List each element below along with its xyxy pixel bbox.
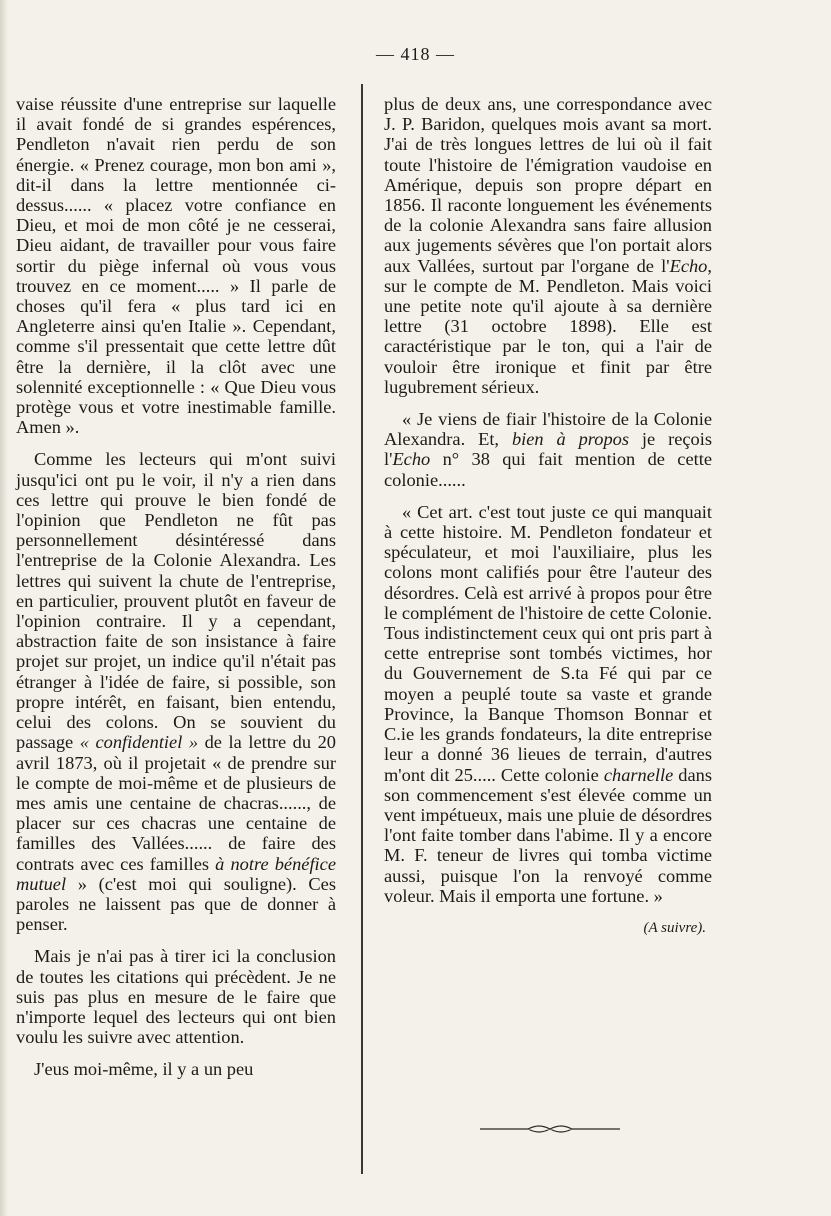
emphasis-text: Echo — [669, 255, 708, 276]
left-column — [16, 94, 336, 1092]
left-paragraph-2 — [16, 449, 336, 934]
emphasis-text: à notre bénéfice mutuel — [16, 853, 336, 894]
text-run: « Cet art. c'est tout juste ce qui manquait à cette histoire. M. Pendleton fondateur et spéculateur, et moi l'auxiliaire, plus les colons mont califiés pour être l'auteur des désordres. Celà est arrivé à propos pour être le complément de l'histoire de cette Colonie. Tous indistinctement ceux qui ont pris part à cette entreprise sont tombés victimes, hor du Gouvernement de S.ta Fé qui par ce moyen a peuplé toute sa vaste et grande Province, la Banque Thomson Bonnar et C.ie les grands fondateurs, la dite entreprise leur a donné 36 lieues de terrain, d'autres m'ont dit 25..... Cette colonie — [384, 501, 712, 785]
right-column — [384, 94, 712, 938]
right-paragraph-2 — [384, 409, 712, 490]
text-run: plus de deux ans, une correspondance avec J. P. Baridon, quelques mois avant sa mort. J'ai de très longues lettres de lui où il fait toute l'histoire de l'émigration vaudoise en Amérique, depuis son propre départ en 1856. Il raconte longuement les événements de la colonie Alexandra sans faire allusion aux jugements sévères que l'on portait alors aux Vallées, surtout par l'organe de l' — [384, 94, 712, 276]
text-run: dans son commencement s'est élevée comme un vent impétueux, mais une pluie de désordres l'ont faite tomber dans l'abime. Il y a encore M. F. teneur de livres qui tomba victime aussi, puisque l'on la renvoyé comme voleur. Mais il emporta une fortune. » — [384, 764, 713, 906]
text-run: de la lettre du 20 avril 1873, où il projetait « de prendre sur le compte de moi-même et de plusieurs de mes amis une centaine de chacras......, de placer sur ces chacras une centaine de familles des Vallées...... de faire des contrats avec ces familles — [16, 732, 336, 874]
emphasis-text: charnelle — [603, 764, 674, 785]
text-run: n° 38 qui fait mention de cette colonie...... — [384, 449, 712, 490]
text-run: Comme les lecteurs qui m'ont suivi jusqu'ici ont pu le voir, il n'y a rien dans ces lettre qui prouve le bien fondé de l'opinion que Pendleton ne fût pas personnellement désintéressé dans l'entreprise de la Colonie Alexandra. Les lettres qui suivent la chute de l'entreprise, en particulier, prouvent plutôt en faveur de l'opinion contraire. Il y a cependant, abstraction faite de son insistance à faire projet sur projet, un indice qu'il n'était pas étranger à l'idée de faire, si possible, son propre intérêt, en faisant, bien entendu, celui des colons. On se souvient du passage — [16, 449, 336, 753]
left-paragraph-4: J'eus moi-même, il y a un peu — [34, 1059, 254, 1080]
text-run: , sur le compte de M. Pendleton. Mais voici une petite note qu'il ajoute à sa dernière lettre (31 octobre 1898). Elle est caractéristique par le ton, qui a l'air de vouloir être ironique et finit par être lugubrement sérieux. — [384, 255, 712, 397]
page-edge-shadow — [0, 0, 8, 1216]
emphasis-text: Echo — [392, 449, 431, 470]
left-paragraph-1: vaise réussite d'une entreprise sur laquelle il avait fondé de si grandes espérences, Pendleton n'avait rien perdu de son énergie. « Prenez courage, mon bon ami », dit-il dans la lettre mentionnée ci-dessus...... « placez votre confiance en Dieu, et moi de mon côté je ne cesserai, Dieu aidant, de travailler pour vous faire sortir du piège infernal où vous vous trouvez en ce moment..... » Il parle de choses qu'il fera « plus tard ici en Angleterre ainsi qu'en Italie ». Cependant, comme s'il pressentait que cette lettre dût être la dernière, il la clôt avec une solennité exceptionnelle : « Que Dieu vous protège vous et votre inestimable famille. Amen ». — [16, 94, 336, 438]
left-paragraph-3: Mais je n'ai pas à tirer ici la conclusion de toutes les citations qui précèdent. Je ne suis pas plus en mesure de le faire que n'importe lequel des lecteurs qui ont bien voulu les suivre avec attention. — [16, 946, 336, 1048]
page-number: — 418 — — [376, 44, 455, 64]
right-paragraph-1 — [384, 94, 712, 397]
to-be-continued: (A suivre). — [643, 919, 706, 936]
emphasis-text: bien à propos — [511, 429, 630, 450]
ornamental-rule-icon — [480, 1124, 620, 1134]
text-run: « Je viens de fiair l'histoire de la Colonie Alexandra. Et, — [384, 409, 712, 450]
column-divider — [361, 84, 363, 1174]
text-run: » (c'est moi qui souligne). Ces paroles ne laissent pas que de donner à penser. — [16, 873, 336, 935]
text-run: je reçois l' — [384, 429, 712, 470]
emphasis-text: « confidentiel » — [79, 732, 199, 753]
right-paragraph-3 — [384, 502, 712, 906]
